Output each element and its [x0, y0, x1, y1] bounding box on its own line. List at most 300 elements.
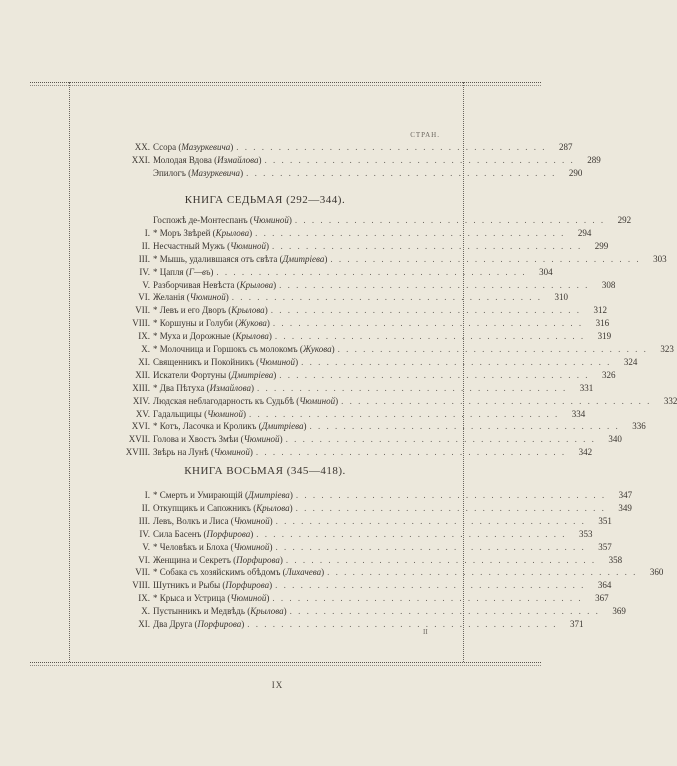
entry-author: Крылова	[235, 331, 269, 342]
entry-page: 332	[663, 395, 677, 406]
entry-author: Крылова	[250, 606, 284, 617]
entry-title: Людская неблагодарность къ Судьбѣ	[153, 395, 294, 406]
entry-number: I.	[144, 490, 150, 500]
entry-title: Два Друга	[153, 619, 193, 629]
entry-title: * Человѣкъ и Блоха	[153, 541, 229, 552]
dot-leader: . . . . . . . . . . . . . . . . . . . . . . . . . . . . . . . . . . . . .	[275, 541, 586, 552]
entry-number: III.	[138, 515, 150, 526]
frame-border-bottom	[30, 662, 541, 663]
entry-number: III.	[138, 253, 150, 264]
signature-mark: II	[423, 628, 428, 636]
author-paren-close: )	[273, 279, 277, 290]
entry-author: Измайлова	[209, 382, 252, 393]
toc-entry	[90, 382, 594, 394]
dot-leader: . . . . . . . . . . . . . . . . . . . . . . . . . . . . . . . . . . . . .	[272, 318, 584, 329]
author-paren-close: )	[230, 142, 234, 152]
toc-entry	[90, 515, 612, 527]
author-paren-open: (	[211, 154, 218, 165]
entry-author: Крылова	[239, 279, 274, 290]
toc-entry	[90, 214, 632, 226]
author-paren-close: )	[249, 227, 253, 238]
entry-title-block	[153, 291, 229, 303]
entry-number: VI.	[138, 292, 150, 303]
entry-title: Откупщикъ и Сапожникъ	[153, 502, 251, 513]
entry-number: XIII.	[132, 382, 150, 393]
entry-title-block	[153, 356, 298, 368]
entry-author: Порфирова	[206, 528, 251, 539]
entry-page: 342	[578, 447, 593, 458]
author-paren-close: )	[289, 490, 293, 500]
entry-author: Чюминой	[230, 593, 267, 604]
toc-entry	[90, 253, 667, 265]
entry-title-block	[153, 141, 233, 153]
entry-page: 323	[660, 344, 674, 354]
toc-entry	[90, 579, 612, 591]
entry-author: Дмитріева	[231, 369, 274, 380]
entry-title: Несчастный Мужъ	[153, 240, 225, 251]
dot-leader: . . . . . . . . . . . . . . . . . . . . . . . . . . . . . . . . . . . . .	[256, 528, 567, 539]
entry-page: 303	[653, 253, 667, 264]
entry-title-block	[153, 167, 243, 179]
entry-title-block	[153, 304, 268, 316]
entry-page: 290	[568, 167, 583, 178]
entry-author: Чюминой	[243, 434, 280, 445]
author-paren-close: )	[335, 395, 339, 406]
entry-number: VII.	[135, 567, 150, 578]
entry-page: 331	[579, 382, 594, 393]
author-paren-close: )	[289, 502, 293, 513]
entry-author: Чюминой	[213, 447, 250, 458]
entry-page: 319	[597, 331, 612, 342]
entry-title-block	[153, 369, 276, 381]
dot-leader: . . . . . . . . . . . . . . . . . . . . . . . . . . . . . . . . . . . . .	[216, 266, 527, 277]
author-paren-close: )	[279, 434, 283, 445]
entry-title: * Смерть и Умирающій	[153, 490, 243, 500]
entry-title-block	[153, 317, 270, 329]
toc-entry	[90, 154, 601, 166]
entry-page: 294	[577, 227, 592, 238]
author-paren-open: (	[230, 554, 237, 565]
entry-number: VI.	[138, 554, 150, 565]
toc-entry	[90, 618, 584, 630]
dot-leader: . . . . . . . . . . . . . . . . . . . . . . . . . . . . . . . . . . . . .	[231, 292, 542, 303]
entry-author: Чюминой	[299, 395, 336, 406]
entry-number: X.	[141, 344, 150, 354]
toc-entry	[90, 605, 626, 617]
entry-page: 353	[579, 528, 593, 539]
author-paren-close: )	[249, 447, 253, 458]
entry-author: Чюминой	[207, 408, 244, 419]
entry-title: Разборчивая Невѣста	[153, 279, 235, 290]
author-paren-close: )	[266, 240, 269, 251]
entry-page: 369	[612, 606, 626, 617]
entry-title-block	[153, 515, 273, 527]
book-heading: КНИГА ВОСЬМАЯ (345—418).	[184, 465, 346, 477]
author-paren-open: (	[228, 541, 234, 552]
author-paren-close: )	[295, 356, 299, 367]
entry-number: XXI.	[131, 154, 150, 165]
toc-entry	[90, 408, 586, 420]
entry-page: 334	[571, 408, 586, 419]
dot-leader: . . . . . . . . . . . . . . . . . . . . . . . . . . . . . . . . . . . . .	[275, 515, 586, 526]
author-paren-close: )	[266, 593, 270, 604]
author-paren-close: )	[240, 167, 244, 178]
author-paren-close: )	[250, 528, 254, 539]
toc-entry	[90, 554, 623, 566]
author-paren-close: )	[258, 154, 262, 165]
toc-entry	[90, 356, 638, 368]
dot-leader: . . . . . . . . . . . . . . . . . . . . . . . . . . . . . . . . . . . . .	[327, 567, 638, 578]
entry-number: I.	[144, 227, 150, 238]
entry-author: Крылова	[215, 227, 250, 238]
page-number: IX	[271, 680, 284, 690]
dot-leader: . . . . . . . . . . . . . . . . . . . . . . . . . . . . . . . . . . . . .	[257, 382, 568, 393]
entry-page: 316	[595, 318, 610, 329]
entry-title-block	[153, 279, 276, 291]
author-paren-close: )	[324, 253, 328, 264]
entry-title: * Котъ, Ласочка и Кроликъ	[153, 421, 257, 432]
entry-title: * Муха и Дорожные	[153, 331, 231, 342]
entry-title: Эпилогъ	[153, 167, 186, 178]
entry-title-block	[153, 566, 324, 578]
author-paren-open: (	[238, 434, 244, 445]
entry-author: Чюминой	[230, 240, 266, 251]
entry-number: IV.	[139, 266, 150, 277]
entry-title: * Крыса и Устрица	[153, 593, 226, 604]
entry-page: 292	[617, 215, 632, 225]
author-paren-open: (	[204, 382, 210, 393]
entry-number: VII.	[135, 305, 150, 316]
frame-border-top-inner	[30, 85, 541, 86]
dot-leader: . . . . . . . . . . . . . . . . . . . . . . . . . . . . . . . . . . . . .	[275, 580, 586, 591]
entry-page: 308	[601, 279, 616, 290]
entry-page: 326	[601, 369, 616, 380]
dot-leader: . . . . . . . . . . . . . . . . . . . . . . . . . . . . . . . . . . . . .	[330, 253, 641, 264]
author-paren-open: (	[226, 369, 232, 380]
dot-leader: . . . . . . . . . . . . . . . . . . . . . . . . . . . . . . . . . . . . .	[295, 502, 606, 513]
dot-leader: . . . . . . . . . . . . . . . . . . . . . . . . . . . . . . . . . . . . .	[294, 215, 606, 225]
entry-number: XVIII.	[125, 447, 150, 458]
entry-title-block	[153, 253, 327, 265]
entry-number: VIII.	[132, 580, 150, 591]
entry-title: Пустынникъ и Медвѣдь	[153, 606, 245, 617]
author-paren-close: )	[321, 567, 325, 578]
entry-page: 358	[608, 554, 623, 565]
entry-author: Мазуркевича	[191, 167, 241, 178]
toc-entry	[90, 291, 568, 303]
entry-title-block	[153, 433, 283, 445]
entry-number: V.	[142, 279, 150, 290]
entry-title: Желанія	[153, 292, 185, 303]
toc-entry	[90, 592, 609, 604]
entry-title: Гадальщицы	[153, 408, 202, 419]
entry-title-block	[153, 266, 213, 278]
toc-entry	[90, 541, 612, 553]
entry-title: Искатели Фортуны	[153, 369, 227, 380]
entry-title-block	[153, 154, 262, 166]
author-paren-open: (	[184, 292, 190, 303]
entry-title: * Два Пѣтуха	[153, 382, 205, 393]
dot-leader: . . . . . . . . . . . . . . . . . . . . . . . . . . . . . . . . . . . . .	[279, 369, 590, 380]
author-paren-open: (	[250, 502, 257, 513]
entry-title-block	[153, 541, 272, 553]
entry-author: Жукова	[302, 344, 332, 354]
entry-page: 336	[632, 421, 646, 432]
author-paren-close: )	[269, 515, 273, 526]
author-paren-close: )	[225, 292, 229, 303]
author-paren-open: (	[176, 142, 182, 152]
author-paren-open: (	[201, 528, 207, 539]
dot-leader: . . . . . . . . . . . . . . . . . . . . . . . . . . . . . . . . . . . . .	[274, 331, 586, 342]
author-paren-open: (	[253, 356, 260, 367]
dot-leader: . . . . . . . . . . . . . . . . . . . . . . . . . . . . . . . . . . . . .	[255, 227, 566, 238]
entry-title-block	[153, 240, 269, 252]
entry-title-block	[153, 502, 293, 514]
entry-number: XX.	[134, 142, 150, 152]
entry-page: 299	[594, 240, 609, 251]
entry-number: II.	[141, 240, 150, 251]
entry-number: II.	[141, 502, 150, 513]
author-paren-open: (	[228, 515, 234, 526]
entry-page: 360	[649, 567, 664, 578]
entry-number: V.	[142, 541, 150, 552]
entry-author: Крылова	[256, 502, 290, 513]
entry-author: Порфирова	[225, 580, 270, 591]
entry-title: Госпожѣ де-Монтеспанъ	[153, 215, 248, 225]
toc-entry	[90, 141, 573, 153]
author-paren-open: (	[208, 447, 214, 458]
author-paren-open: (	[293, 395, 300, 406]
entry-author: Чюминой	[259, 356, 296, 367]
entry-author: Мазуркевича	[181, 142, 231, 152]
entry-page: 289	[587, 154, 601, 165]
entry-title-block	[153, 579, 272, 591]
author-paren-close: )	[241, 619, 245, 629]
entry-title-block	[153, 214, 292, 226]
page-column-header: СТРАН.	[410, 131, 440, 139]
dot-leader: . . . . . . . . . . . . . . . . . . . . . . . . . . . . . . . . . . . . .	[341, 395, 652, 406]
entry-title: Сила Басенъ	[153, 528, 202, 539]
entry-page: 364	[597, 580, 612, 591]
entry-title: Ссора	[153, 142, 177, 152]
entry-page: 312	[593, 305, 607, 316]
toc-entry	[90, 317, 610, 329]
dot-leader: . . . . . . . . . . . . . . . . . . . . . . . . . . . . . . . . . . . . .	[309, 421, 620, 432]
entry-title-block	[153, 420, 307, 432]
entry-number: XI.	[138, 356, 150, 367]
author-paren-close: )	[251, 382, 255, 393]
author-paren-close: )	[331, 344, 335, 354]
entry-page: 349	[618, 502, 632, 513]
entry-page: 340	[608, 434, 622, 445]
entry-title: * Моръ Звѣрей	[153, 227, 211, 238]
toc-entry	[90, 528, 593, 540]
toc-entry	[90, 227, 592, 239]
entry-author: Жукова	[238, 318, 267, 329]
author-paren-open: (	[242, 490, 248, 500]
entry-title: * Цапля	[153, 266, 184, 277]
author-paren-open: (	[280, 567, 286, 578]
entry-author: Порфирова	[197, 619, 242, 629]
entry-title-block	[153, 382, 254, 394]
frame-border-left	[69, 82, 70, 662]
dot-leader: . . . . . . . . . . . . . . . . . . . . . . . . . . . . . . . . . . . . .	[246, 167, 557, 178]
entry-title-block	[153, 408, 246, 420]
author-paren-close: )	[288, 215, 292, 225]
author-paren-close: )	[210, 266, 214, 277]
author-paren-open: (	[183, 266, 189, 277]
book-heading: КНИГА СЕДЬМАЯ (292—344).	[184, 194, 346, 206]
toc-entry	[90, 489, 633, 501]
author-paren-close: )	[243, 408, 247, 419]
author-paren-open: (	[185, 167, 192, 178]
entry-title: * Мышь, удалившаяся отъ свѣта	[153, 253, 278, 264]
dot-leader: . . . . . . . . . . . . . . . . . . . . . . . . . . . . . . . . . . . . .	[285, 554, 597, 565]
entry-author: Порфирова	[236, 554, 280, 565]
dot-leader: . . . . . . . . . . . . . . . . . . . . . . . . . . . . . . . . . . . . .	[272, 240, 583, 251]
entry-title: Голова и Хвостъ Змѣи	[153, 434, 239, 445]
dot-leader: . . . . . . . . . . . . . . . . . . . . . . . . . . . . . . . . . . . . .	[337, 344, 648, 354]
entry-title: Левъ, Волкъ и Лиса	[153, 515, 229, 526]
author-paren-close: )	[268, 331, 272, 342]
entry-author: Дмитріева	[282, 253, 325, 264]
entry-author: Чюминой	[233, 515, 270, 526]
dot-leader: . . . . . . . . . . . . . . . . . . . . . . . . . . . . . . . . . . . . .	[289, 606, 600, 617]
entry-title-block	[153, 528, 253, 540]
dot-leader: . . . . . . . . . . . . . . . . . . . . . . . . . . . . . . . . . . . . .	[270, 305, 581, 316]
author-paren-open: (	[225, 593, 231, 604]
author-paren-close: )	[266, 318, 270, 329]
author-paren-open: (	[192, 619, 198, 629]
entry-title: * Левъ и его Дворъ	[153, 305, 226, 316]
dot-leader: . . . . . . . . . . . . . . . . . . . . . . . . . . . . . . . . . . . . .	[272, 593, 583, 604]
entry-page: 287	[559, 142, 573, 152]
entry-title: Женщина и Секретъ	[153, 554, 231, 565]
dot-leader: . . . . . . . . . . . . . . . . . . . . . . . . . . . . . . . . . . . . .	[295, 490, 607, 500]
author-paren-open: (	[220, 580, 226, 591]
entry-title-block	[153, 489, 293, 501]
toc-entry	[90, 304, 607, 316]
dot-leader: . . . . . . . . . . . . . . . . . . . . . . . . . . . . . . . . . . . . .	[249, 408, 560, 419]
toc-entry	[90, 369, 616, 381]
entry-title: * Молочница и Горшокъ съ молокомъ	[153, 344, 298, 354]
entry-title-block	[153, 227, 252, 239]
toc-entry	[90, 502, 632, 514]
dot-leader: . . . . . . . . . . . . . . . . . . . . . . . . . . . . . . . . . . . . .	[264, 154, 575, 165]
entry-title: * Коршуны и Голуби	[153, 318, 233, 329]
toc-entry	[90, 167, 583, 179]
dot-leader: . . . . . . . . . . . . . . . . . . . . . . . . . . . . . . . . . . . . .	[236, 142, 547, 152]
entry-author: Измайлова	[217, 154, 259, 165]
author-paren-close: )	[269, 580, 273, 591]
entry-number: XIV.	[132, 395, 150, 406]
entry-author: Г—въ	[188, 266, 211, 277]
entry-number: X.	[141, 606, 150, 617]
entry-author: Дмитріева	[261, 421, 304, 432]
entry-author: Крылова	[231, 305, 265, 316]
entry-author: Чюминой	[252, 215, 289, 225]
dot-leader: . . . . . . . . . . . . . . . . . . . . . . . . . . . . . . . . . . . . .	[279, 279, 590, 290]
toc-entry	[90, 279, 616, 291]
entry-page: 310	[554, 292, 568, 303]
entry-title: Звѣрь на Лунѣ	[153, 447, 209, 458]
toc-entry	[90, 330, 612, 342]
author-paren-close: )	[269, 541, 273, 552]
toc-entry	[90, 420, 646, 432]
toc-entry	[90, 240, 609, 252]
author-paren-open: (	[224, 240, 231, 251]
entry-number: XI.	[138, 619, 150, 629]
dot-leader: . . . . . . . . . . . . . . . . . . . . . . . . . . . . . . . . . . . . .	[255, 447, 567, 458]
entry-page: 304	[539, 266, 553, 277]
author-paren-close: )	[264, 305, 268, 316]
entry-title-block	[153, 605, 287, 617]
entry-title-block	[153, 343, 335, 355]
author-paren-open: (	[210, 227, 216, 238]
entry-title-block	[153, 395, 338, 407]
author-paren-close: )	[283, 606, 287, 617]
entry-author: Дмитріева	[248, 490, 290, 500]
author-paren-open: (	[230, 331, 236, 342]
entry-title: Священникъ и Покойникъ	[153, 356, 254, 367]
entry-number: XII.	[135, 369, 150, 380]
entry-author: Лихачева	[285, 567, 322, 578]
entry-title-block	[153, 592, 269, 604]
entry-author: Чюминой	[233, 541, 270, 552]
entry-title: * Собака съ хозяйскимъ обѣдомъ	[153, 567, 281, 578]
author-paren-open: (	[244, 606, 251, 617]
entry-number: XVI.	[131, 421, 150, 432]
entry-page: 347	[618, 490, 633, 500]
author-paren-close: )	[273, 369, 277, 380]
author-paren-open: (	[225, 305, 232, 316]
entry-number: IV.	[139, 528, 150, 539]
toc-entry	[90, 343, 674, 355]
author-paren-close: )	[303, 421, 307, 432]
entry-page: 324	[623, 356, 638, 367]
dot-leader: . . . . . . . . . . . . . . . . . . . . . . . . . . . . . . . . . . . . .	[285, 434, 596, 445]
entry-title: Шутникъ и Рыбы	[153, 580, 221, 591]
toc-entry	[90, 566, 664, 578]
entry-title-block	[153, 618, 244, 630]
author-paren-open: (	[247, 215, 253, 225]
entry-page: 351	[598, 515, 612, 526]
author-paren-open: (	[201, 408, 208, 419]
entry-title-block	[153, 446, 253, 458]
entry-number: XVII.	[128, 434, 150, 445]
entry-page: 357	[598, 541, 612, 552]
author-paren-open: (	[256, 421, 262, 432]
entry-page: 371	[569, 619, 584, 629]
entry-page: 367	[595, 593, 609, 604]
toc-entry	[90, 395, 677, 407]
author-paren-open: (	[277, 253, 283, 264]
entry-number: IX.	[138, 331, 150, 342]
frame-border-bottom-inner	[30, 665, 541, 666]
entry-title: Молодая Вдова	[153, 154, 212, 165]
toc-entry	[90, 266, 553, 278]
entry-title-block	[153, 554, 283, 566]
entry-author: Чюминой	[189, 292, 226, 303]
author-paren-close: )	[279, 554, 283, 565]
author-paren-open: (	[297, 344, 303, 354]
entry-number: XV.	[135, 408, 150, 419]
toc-entry	[90, 446, 593, 458]
author-paren-open: (	[234, 279, 240, 290]
frame-border-top	[30, 82, 541, 83]
entry-number: VIII.	[132, 318, 150, 329]
dot-leader: . . . . . . . . . . . . . . . . . . . . . . . . . . . . . . . . . . . . .	[301, 356, 612, 367]
